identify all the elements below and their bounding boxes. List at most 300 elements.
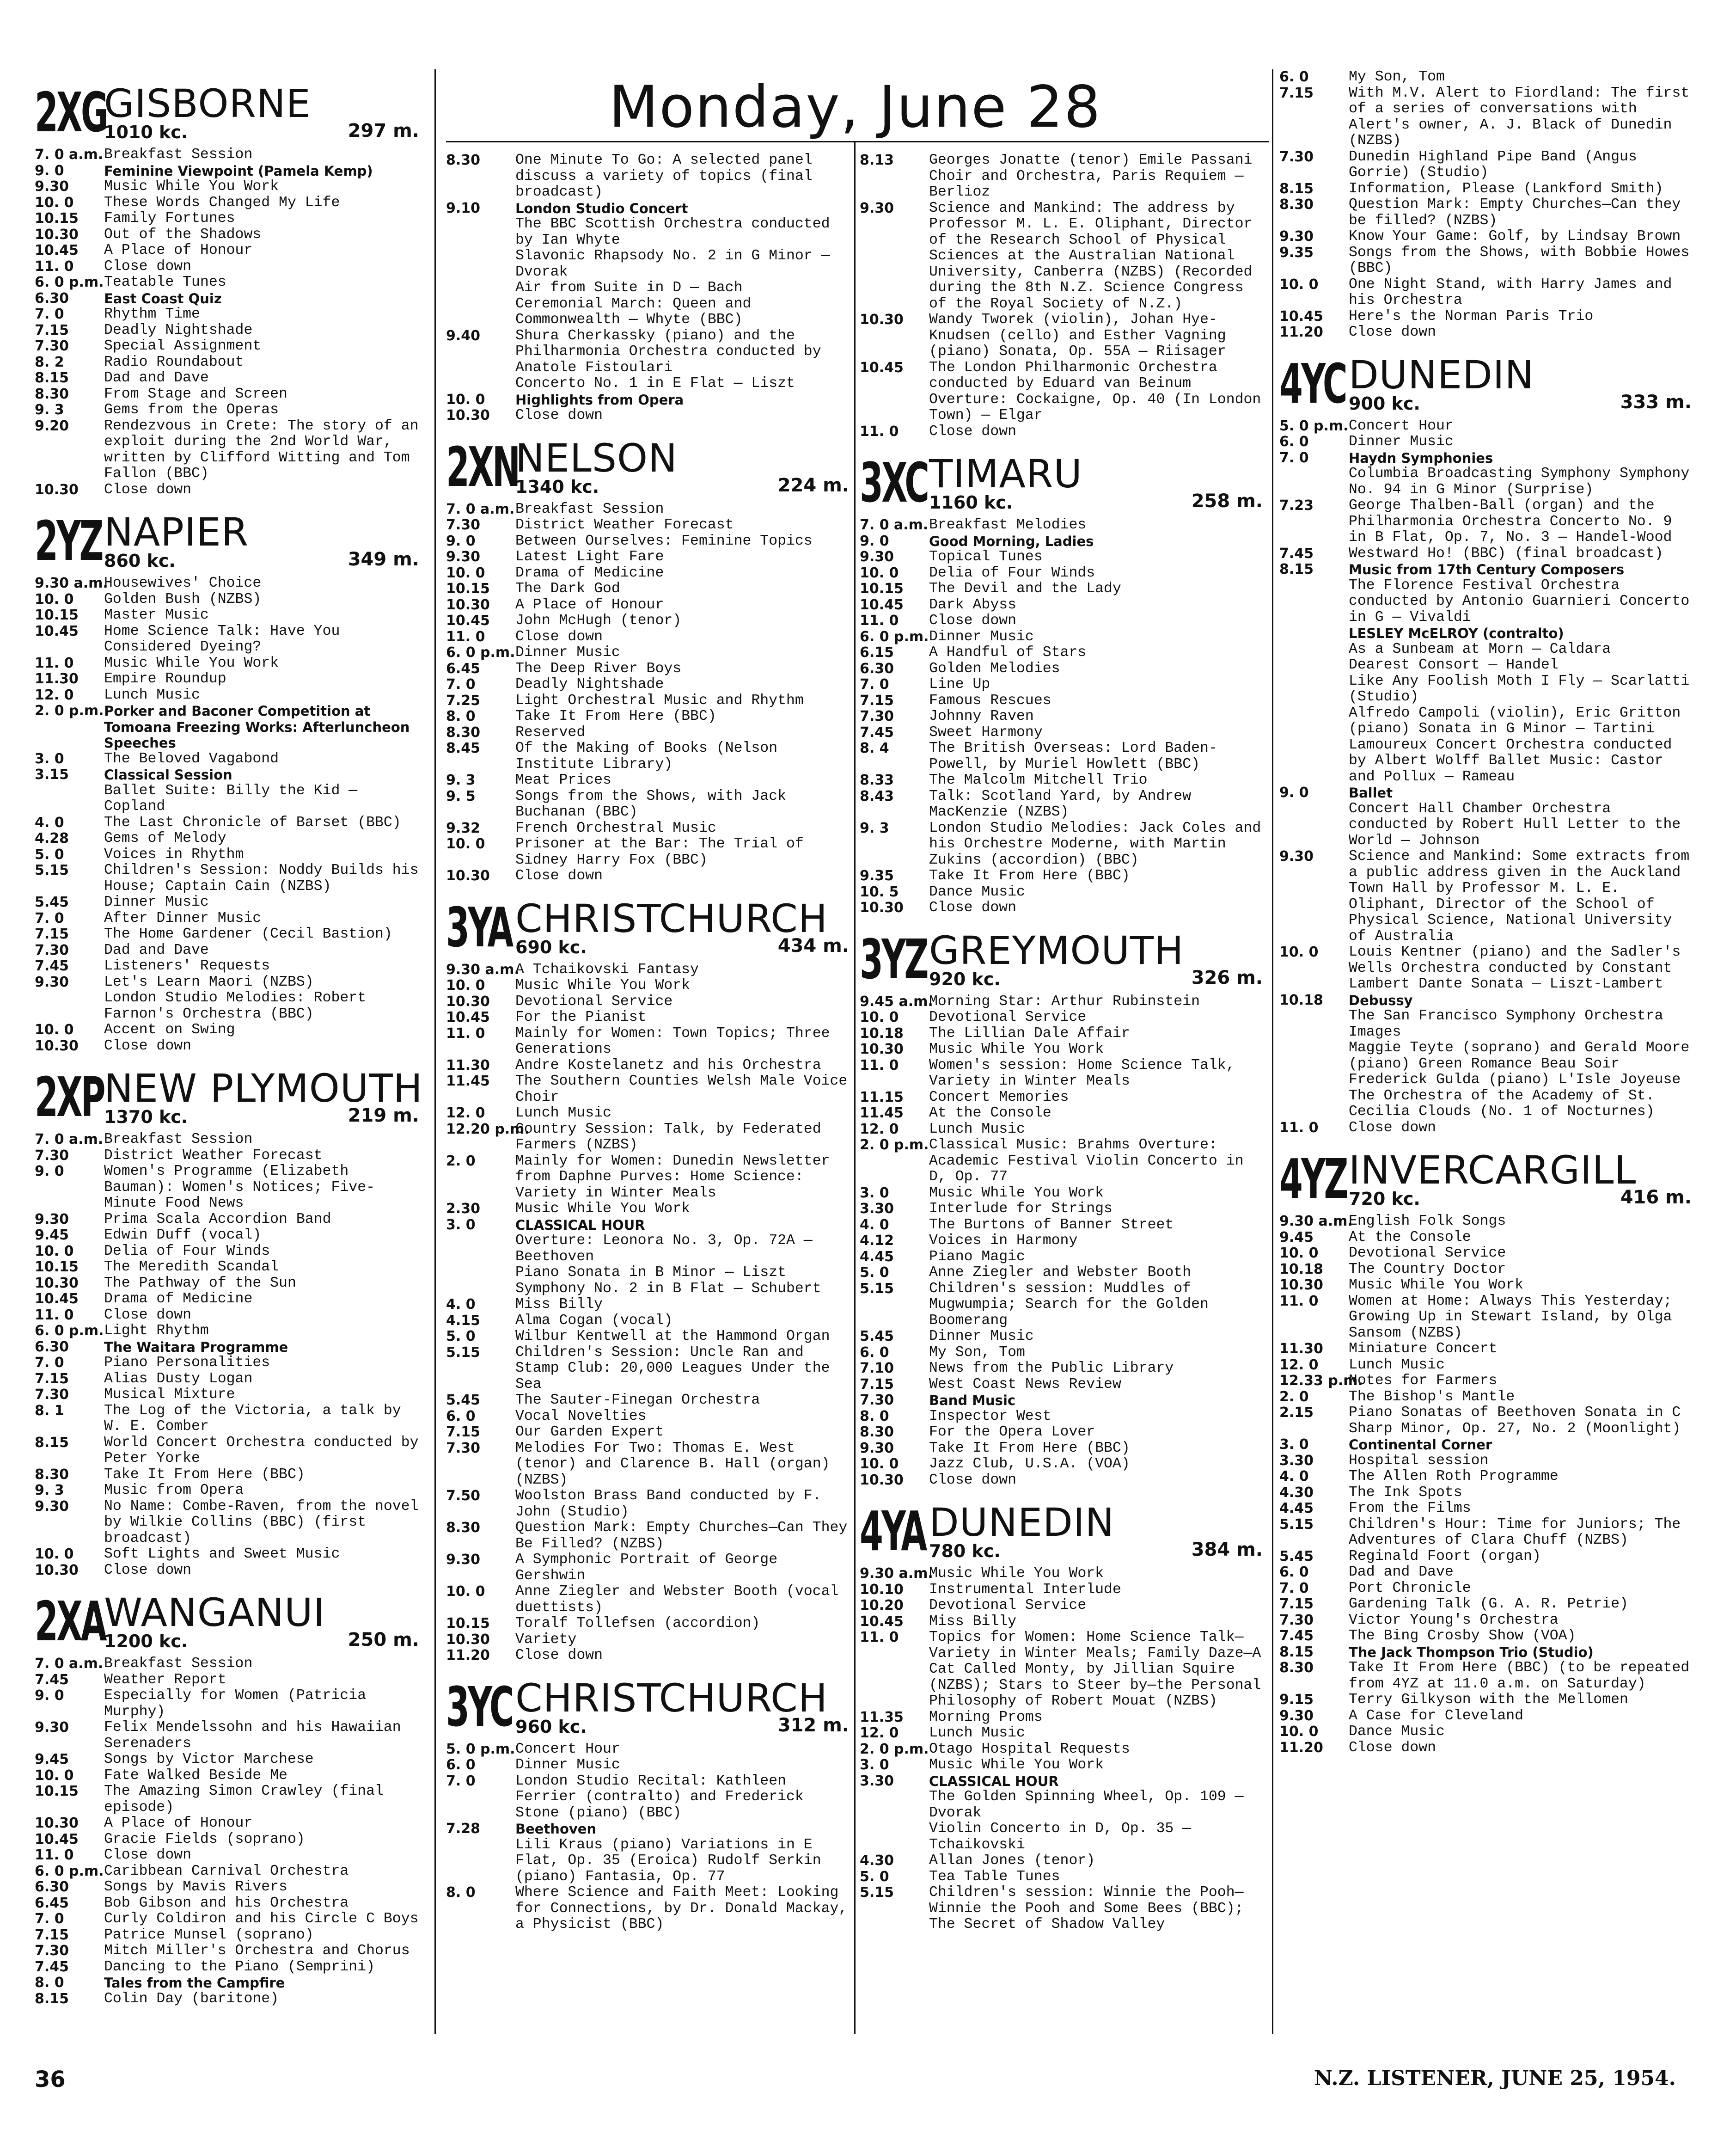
programme-item [446,1757,853,1773]
programme-title: Voices in Rhythm [104,846,244,863]
programme-time: 11.45 [860,1105,904,1121]
column-1 [35,69,423,2007]
programme-time: 10.45 [35,242,79,258]
programme-title: Close down [515,628,603,645]
programme-time: 6.30 [860,660,894,677]
programme-title: Know Your Game: Golf, by Lindsay Brown [1349,228,1681,245]
programme-time: 9. 0 [35,1163,64,1179]
programme-time: 8. 0 [35,1975,64,1991]
programme-title: Beethoven [515,1821,597,1837]
programme-item [446,392,853,408]
programme-item [35,607,423,624]
programme-time: 9.30 [860,200,894,216]
programme-time: 10. 0 [35,194,74,211]
programme-time: 7.15 [35,1926,69,1943]
programme-title: Concert Memories [929,1089,1069,1105]
programme-time: 8.15 [35,370,69,386]
programme-title: Radio Roundabout [104,354,244,370]
programme-title: Dark Abyss [929,596,1017,613]
programme-time: 2. 0 p.m. [860,1137,929,1153]
programme-title: Music While You Work [929,1757,1104,1773]
programme-item [35,687,423,704]
programme-title: CLASSICAL HOUR [515,1217,645,1233]
programme-time: 6.30 [35,1879,69,1895]
programme-time: 10.15 [860,581,904,597]
programme-time: 2.15 [1279,1405,1314,1421]
station-wavelength: 297 m. [348,120,419,141]
programme-item [446,296,853,328]
programme-time: 3. 0 [1279,1436,1309,1453]
programme-title: Gracie Fields (soprano) [104,1831,305,1847]
programme-title: With M.V. Alert to Fiordland: The first of a series of conversations with Alert's owner, A. J. Black of Dunedin (NZBS) [1349,85,1690,149]
programme-time: 7. 0 a.m. [860,517,929,533]
programme-item [1279,1724,1695,1740]
programme-title: The Dark God [515,581,620,597]
programme-time [1279,674,1349,705]
programme-item [860,725,1266,741]
station-name: NAPIER [104,509,249,555]
station-wavelength: 333 m. [1620,391,1692,413]
programme-item [860,645,1266,661]
programme-time: 10. 0 [35,1022,74,1038]
programme-item [35,624,423,656]
programme-title: Miss Billy [929,1613,1017,1630]
programme-time: 4.30 [1279,1484,1314,1501]
programme-title: For the Pianist [515,1009,647,1025]
programme-time: 10.30 [446,407,490,423]
programme-title: Allan Jones (tenor) [929,1853,1095,1869]
programme-list [860,153,1266,440]
programme-title: Delia of Four Winds [104,1243,270,1259]
programme-title: A Handful of Stars [929,644,1087,661]
programme-title: Voices in Harmony [929,1233,1078,1249]
programme-time: 9. 0 [446,533,476,549]
programme-title: A Case for Cleveland [1349,1707,1524,1724]
programme-title: Mitch Miller's Orchestra and Chorus [104,1943,410,1959]
station-header [35,1587,423,1656]
programme-item [446,1074,853,1105]
programme-time: 10. 5 [860,883,899,900]
programme-item [446,741,853,773]
programme-title: The Last Chronicle of Barset (BBC) [104,814,401,831]
programme-title: Anne Ziegler and Webster Booth (vocal duettists) [515,1583,839,1616]
programme-title: Dinner Music [929,1328,1034,1344]
station-wavelength: 326 m. [1191,967,1263,988]
station-wavelength: 219 m. [348,1105,419,1126]
programme-time: 9.30 a.m. [1279,1213,1353,1229]
programme-time: 11.30 [1279,1341,1323,1357]
programme-item [860,1217,1266,1233]
programme-item [1279,1581,1695,1597]
programme-title: Curly Coldiron and his Circle C Boys [104,1911,419,1927]
programme-item [1279,1389,1695,1405]
programme-time: 6. 0 p.m. [860,628,929,645]
programme-item [35,1244,423,1260]
programme-title: The Waitara Programme [104,1339,288,1355]
programme-time: 7. 0 a.m. [35,1131,104,1147]
programme-title: The Beloved Vagabond [104,750,279,767]
programme-item [446,773,853,789]
programme-time: 7.15 [446,1424,481,1440]
programme-time: 9. 3 [446,772,476,788]
programme-time: 5. 0 [860,1264,889,1281]
programme-item [35,1720,423,1752]
programme-time: 7. 0 [1279,1580,1309,1596]
programme-item [446,1632,853,1648]
station-callsign: 3XC [860,451,928,515]
programme-title: Master Music [104,607,209,623]
programme-time: 5.15 [860,1884,894,1901]
programme-item [35,1387,423,1403]
programme-title: Anne Ziegler and Webster Booth [929,1264,1192,1281]
programme-title: Variety [515,1631,577,1648]
programme-item [35,307,423,323]
programme-title: French Orchestral Music [515,820,716,836]
programme-title: Vocal Novelties [515,1408,647,1424]
programme-item [446,517,853,534]
programme-title: Lamoureux Concert Orchestra conducted by Albert Wolff Ballet Music: Castor and Pollux — Rameau [1349,736,1672,785]
programme-title: Concert Hour [515,1741,620,1757]
station-frequency: 960 kc. [515,1716,587,1737]
programme-title: At the Console [929,1105,1051,1121]
programme-title: Children's Hour: Time for Juniors; The Adventures of Clara Chuff (NZBS) [1349,1516,1681,1548]
programme-title: Port Chronicle [1349,1580,1471,1596]
programme-time: 8.15 [35,1434,69,1451]
programme-title: East Coast Quiz [104,290,222,307]
programme-item [446,201,853,217]
programme-time: 4.45 [1279,1500,1314,1516]
programme-time: 7.30 [860,1392,894,1408]
programme-time: 7.28 [446,1821,481,1837]
programme-time: 3. 0 [446,1216,476,1233]
programme-item [35,1499,423,1547]
programme-item [35,1784,423,1816]
programme-item [1279,1262,1695,1278]
programme-time: 6. 0 [860,1344,889,1361]
programme-time: 8.15 [1279,561,1314,577]
programme-time: 10. 0 [860,1456,899,1472]
programme-title: The Amazing Simon Crawley (final episode) [104,1783,384,1816]
programme-item [1279,1008,1695,1040]
programme-time: 7. 0 [35,306,64,322]
programme-title: English Folk Songs [1349,1213,1506,1229]
programme-item [446,549,853,565]
programme-time: 11. 0 [860,423,899,440]
programme-title: Ballet [1349,785,1393,801]
programme-title: London Studio Melodies: Jack Coles and his Orchestre Moderne, with Martin Zukins (accordion) (BBC) [929,820,1261,868]
programme-time [35,990,104,1022]
programme-time: 5. 0 [860,1868,889,1885]
programme-item [35,1435,423,1467]
programme-time [446,1265,515,1281]
programme-title: Music While You Work [515,1201,691,1217]
column-divider-3 [1272,69,1273,2034]
programme-time: 7.15 [1279,85,1314,101]
programme-item [860,549,1266,565]
programme-title: Light Orchestral Music and Rhythm [515,692,804,709]
programme-list [446,962,853,1664]
programme-title: The Devil and the Lady [929,581,1121,597]
programme-time: 6. 0 [1279,434,1309,450]
programme-title: Women's session: Home Science Talk, Variety in Winter Meals [929,1057,1235,1089]
programme-time: 9. 5 [446,788,476,804]
programme-time: 10.45 [860,1613,904,1630]
programme-time: 8.15 [1279,180,1314,197]
programme-title: Music from 17th Century Composers [1349,562,1625,577]
programme-item [1279,69,1695,86]
programme-item [1279,1277,1695,1294]
programme-time: 8. 4 [860,740,889,756]
programme-item [35,1467,423,1483]
station-header [35,506,423,576]
programme-time: 6. 0 p.m. [446,644,515,661]
programme-title: Songs by Victor Marchese [104,1751,314,1767]
programme-title: Highlights from Opera [515,392,684,408]
programme-title: Music While You Work [1349,1277,1524,1293]
programme-time: 10.30 [35,226,79,243]
programme-time: 9.20 [35,417,69,434]
publication-footer: N.Z. LISTENER, JUNE 25, 1954. [1314,2067,1676,2090]
programme-item [35,975,423,991]
programme-item [446,597,853,613]
programme-time: 7.30 [35,1386,69,1403]
programme-item [35,863,423,895]
programme-title: Lunch Music [104,687,200,703]
column-divider-1 [434,69,436,2034]
programme-item [1279,1660,1695,1692]
programme-item [446,1233,853,1265]
programme-item [1279,1040,1695,1072]
programme-list [860,1566,1266,1933]
programme-time [1279,801,1349,849]
programme-item [446,1010,853,1026]
programme-title: Music While You Work [515,977,691,994]
programme-title: The Jack Thompson Trio (Studio) [1349,1644,1594,1660]
programme-item [1279,1245,1695,1262]
programme-title: Light Rhythm [104,1323,209,1339]
programme-time: 7.30 [35,1147,69,1164]
station-header [860,448,1266,517]
programme-title: Accent on Swing [104,1022,235,1038]
programme-time: 11. 0 [860,1057,899,1074]
programme-title: Reginald Foort (organ) [1349,1548,1541,1564]
programme-time: 11.20 [446,1647,490,1663]
programme-item [446,1153,853,1202]
programme-time: 4.12 [860,1233,894,1249]
programme-item [1279,737,1695,785]
programme-time: 9. 0 [1279,785,1309,801]
programme-time: 2. 0 [446,1153,476,1169]
station-name: GREYMOUTH [929,927,1184,973]
programme-title: Take It From Here (BBC) [515,708,716,724]
programme-title: The BBC Scottish Orchestra conducted by Ian Whyte [515,216,830,248]
station-wavelength: 312 m. [777,1714,849,1736]
programme-title: The Lillian Dale Affair [929,1025,1130,1042]
programme-title: Close down [104,1307,192,1323]
programme-time: 7. 0 [35,910,64,926]
programme-item [35,418,423,482]
programme-time: 8. 1 [35,1402,64,1419]
programme-time: 9. 3 [35,402,64,418]
programme-title: London Studio Concert [515,200,688,216]
programme-time: 5.15 [446,1344,481,1361]
programme-time: 4. 0 [35,814,64,831]
programme-title: For the Opera Lover [929,1424,1095,1440]
programme-title: A Place of Honour [104,242,253,258]
column-2 [446,153,853,1933]
programme-title: Take It From Here (BBC) [104,1466,305,1483]
programme-title: A Symphonic Portrait of George Gershwin [515,1552,778,1584]
programme-time: 10.45 [35,1831,79,1847]
programme-item [1279,1485,1695,1501]
programme-title: LESLEY McELROY (contralto) [1349,626,1564,641]
programme-title: Air from Suite in D — Bach [515,280,743,296]
station-wavelength: 349 m. [348,549,419,570]
station-header [446,893,853,962]
programme-item [35,1911,423,1927]
programme-title: The San Francisco Symphony Orchestra Images [1349,1008,1663,1040]
programme-item [860,741,1266,773]
programme-time: 10.15 [35,1259,79,1275]
programme-item [35,355,423,371]
programme-title: Children's session: Muddles of Mugwumpia; Search for the Golden Boomerang [929,1280,1209,1329]
programme-title: Louis Kentner (piano) and the Sadler's Wells Orchestra conducted by Constant Lambert Dante Sonata — Liszt-Lambert [1349,944,1681,992]
programme-time: 11. 0 [446,1025,485,1042]
programme-time: 7. 0 [860,676,889,693]
programme-time: 9.45 [35,1227,69,1243]
station-callsign: 2XA [35,1589,105,1653]
station-frequency: 780 kc. [929,1541,1001,1561]
station-frequency: 920 kc. [929,969,1001,989]
programme-title: The Deep River Boys [515,660,682,677]
programme-time: 2.30 [446,1201,481,1217]
programme-item [446,1648,853,1664]
programme-title: Question Mark: Empty Churches—Can They Be Filled? (NZBS) [515,1520,848,1552]
programme-title: The British Overseas: Lord Baden-Powell, by Muriel Howlett (BBC) [929,740,1217,773]
programme-title: Close down [1349,1119,1436,1136]
programme-title: After Dinner Music [104,910,262,926]
programme-title: Close down [1349,1739,1436,1756]
programme-item [35,402,423,418]
programme-item [860,677,1266,693]
programme-item [35,1847,423,1864]
programme-time: 11.20 [1279,1739,1323,1756]
programme-time: 6. 0 p.m. [35,1323,104,1339]
programme-time: 7. 0 [446,676,476,693]
station-wavelength: 224 m. [777,474,849,496]
programme-time: 8.33 [860,772,894,788]
programme-time: 5.15 [1279,1516,1314,1533]
programme-item [446,1821,853,1837]
programme-item [1279,1294,1695,1342]
programme-time [446,280,515,296]
programme-time [1279,578,1349,626]
programme-time: 11. 0 [1279,1119,1319,1136]
station-name: NEW PLYMOUTH [104,1066,423,1111]
programme-time: 10. 0 [860,564,899,581]
programme-time: 10. 0 [446,391,485,408]
programme-title: Breakfast Session [104,1656,253,1672]
programme-item [446,677,853,693]
programme-time: 2. 0 p.m. [35,703,104,719]
programme-item [446,836,853,868]
programme-item [1279,1708,1695,1724]
programme-time: 9.45 [35,1751,69,1767]
programme-time: 7.45 [1279,545,1314,562]
station-header [1279,1144,1695,1214]
programme-item [446,376,853,392]
column-divider-2 [854,141,856,2034]
programme-time: 10. 0 [35,591,74,607]
programme-time [446,248,515,280]
programme-title: Porker and Baconer Competition at Tomoana Freezing Works: Afterluncheon Speeches [104,703,410,751]
programme-title: Melodies For Two: Thomas E. West (tenor) and Clarence B. Hall (organ) (NZBS) [515,1440,830,1488]
programme-item [1279,229,1695,245]
programme-time: 6.30 [35,290,69,307]
station-frequency: 1010 kc. [104,122,188,142]
programme-item [860,821,1266,869]
programme-item [35,1259,423,1276]
programme-time: 10.45 [860,596,904,613]
programme-title: Close down [515,868,603,884]
programme-title: World Concert Orchestra conducted by Peter Yorke [104,1434,419,1466]
programme-title: Dad and Dave [1349,1564,1454,1580]
programme-title: Close down [104,1847,192,1863]
programme-time: 10.45 [35,623,79,639]
programme-title: Symphony No. 2 in B Flat — Schubert [515,1280,821,1297]
programme-item [35,671,423,687]
programme-time: 5. 0 p.m. [446,1741,515,1757]
programme-time: 10. 0 [1279,944,1319,960]
programme-item [860,1233,1266,1249]
station-name: INVERCARGILL [1349,1147,1637,1193]
programme-title: Women's Programme (Elizabeth Bauman): Women's Notices; Five-Minute Food News [104,1163,375,1211]
programme-title: Andre Kostelanetz and his Orchestra [515,1057,821,1074]
programme-item [446,1393,853,1409]
programme-item [35,147,423,163]
programme-title: Science and Mankind: The address by Professor M. L. E. Oliphant, Director of the Research School of Physical Sciences at the Australian National University, Canberra (NZBS) (Recorded during the 8th N.Z. Science Congress of the Royal Society of N.Z.) [929,200,1253,312]
programme-time: 11.30 [446,1057,490,1074]
programme-time: 4. 0 [1279,1468,1309,1485]
programme-item [35,1022,423,1038]
programme-time: 4.15 [446,1312,481,1329]
programme-item [446,216,853,248]
programme-item [860,1042,1266,1058]
programme-item [860,1789,1266,1821]
programme-title: Musical Mixture [104,1386,235,1403]
programme-title: Miniature Concert [1349,1341,1498,1357]
programme-time: 9. 0 [35,162,64,179]
programme-time: 10.15 [35,1783,79,1799]
programme-time: 10.45 [1279,308,1323,325]
programme-title: Talk: Scotland Yard, by Andrew MacKenzie (NZBS) [929,788,1192,820]
programme-item [860,1472,1266,1489]
programme-time: 10.30 [860,900,904,916]
station-callsign: 2XP [35,1065,104,1129]
programme-item [446,153,853,201]
programme-item [1279,1072,1695,1088]
programme-time: 4.45 [860,1248,894,1265]
programme-time: 11. 0 [35,655,74,671]
programme-title: Alfredo Campoli (violin), Eric Gritton (piano) Sonata in G Minor — Tartini [1349,705,1681,737]
programme-title: Close down [515,407,603,423]
programme-title: Devotional Service [929,1597,1087,1613]
programme-item [1279,785,1695,801]
programme-title: Lunch Music [929,1725,1025,1741]
programme-title: Line Up [929,676,990,693]
programme-title: My Son, Tom [1349,69,1445,85]
programme-time: 7. 0 [35,1355,64,1371]
